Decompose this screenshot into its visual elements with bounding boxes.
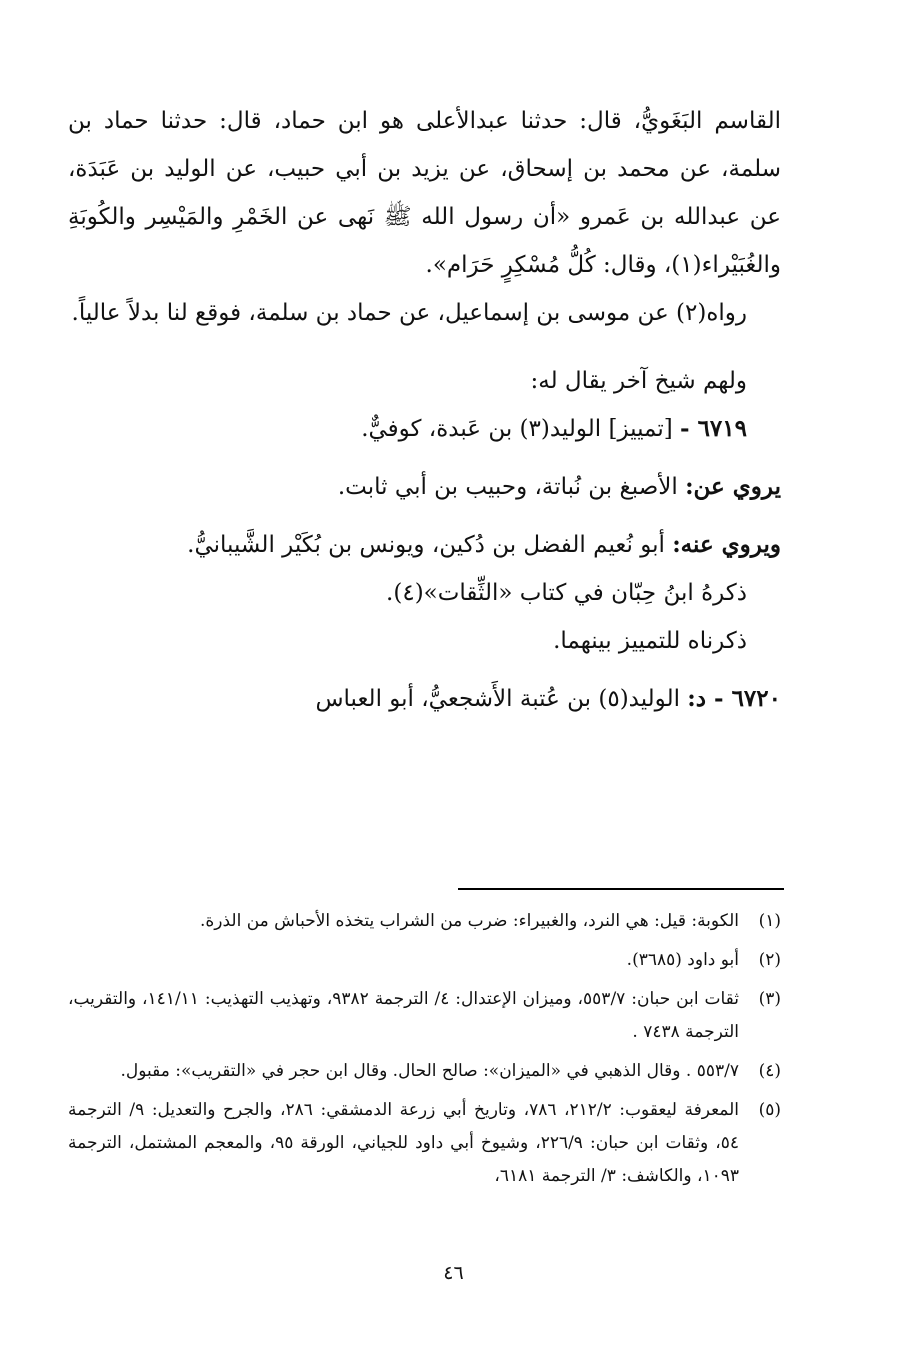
- paragraph-riwaya: رواه(٢) عن موسى بن إسماعيل، عن حماد بن سلمة، فوقع لنا بدلاً عالياً.: [71, 300, 747, 326]
- main-text: [68, 97, 781, 723]
- paragraph-thiqat: ذكرهُ ابنُ حِبّان في كتاب «الثِّقات»(٤).: [386, 580, 747, 606]
- narrated-by: [68, 521, 781, 569]
- entry-6720: [68, 675, 781, 723]
- footnote-number: (٤): [758, 1061, 781, 1081]
- footnote-text: أبو داود (٣٦٨٥).: [626, 950, 739, 970]
- narrated-by-text: أبو نُعيم الفضل بن دُكين، ويونس بن بُكَيْر الشَّيبانيُّ.: [187, 532, 665, 558]
- entry-title: الوليد(٥) بن عُتبة الأَشجعيُّ، أبو العباس: [315, 686, 680, 712]
- paragraph-tamyiz: ذكرناه للتمييز بينهما.: [553, 628, 747, 654]
- footnote: [68, 1055, 781, 1088]
- footnote-text: ثقات ابن حبان: ٥٥٣/٧، وميزان الإعتدال: ٤/ الترجمة ٩٣٨٢، وتهذيب التهذيب: ١٤١/١١، والتقريب، الترجمة ٧٤٣٨ .: [68, 989, 739, 1042]
- narrates-from-label: يروي عن:: [685, 473, 781, 500]
- entry-number: ٦٧١٩ -: [680, 415, 747, 442]
- footnote-text: الكوبة: قيل: هي النرد، والغبيراء: ضرب من الشراب يتخذه الأحباش من الذرة.: [199, 911, 739, 931]
- entry-number: ٦٧٢٠ - د:: [687, 685, 781, 712]
- entry-6719: [68, 405, 781, 453]
- footnote: [68, 944, 781, 977]
- paragraph-hadith: القاسم البَغَويُّ، قال: حدثنا عبدالأعلى هو ابن حماد، قال: حدثنا حماد بن سلمة، عن محمد بن إسحاق، عن يزيد بن أبي حبيب، عن الوليد بن عَبَدَة، عن عبدالله بن عَمرو «أن رسول الله ﷺ نَهى عن الخَمْرِ والمَيْسِر والكُوبَةِ والغُبَيْراء(١)، وقال: كُلُّ مُسْكِرٍ حَرَام».: [68, 108, 781, 278]
- footnote-number: (١): [758, 911, 781, 931]
- footnote: [68, 1094, 781, 1193]
- footnote-text: ٥٥٣/٧ . وقال الذهبي في «الميزان»: صالح الحال. وقال ابن حجر في «التقريب»: مقبول.: [120, 1061, 739, 1081]
- paragraph-sheikh-intro: ولهم شيخ آخر يقال له:: [530, 368, 747, 394]
- narrates-from: [68, 463, 781, 511]
- footnotes: [68, 905, 781, 1199]
- footnote-number: (٣): [758, 989, 781, 1009]
- footnote-number: (٥): [758, 1100, 781, 1120]
- footnote: [68, 983, 781, 1049]
- narrated-by-label: ويروي عنه:: [672, 531, 781, 558]
- narrates-from-text: الأصبغ بن نُباتة، وحبيب بن أبي ثابت.: [337, 474, 678, 500]
- footnote: [68, 905, 781, 938]
- entry-title: [تمييز] الوليد(٣) بن عَبدة، كوفيٌّ.: [361, 416, 673, 442]
- page-number: ٤٦: [443, 1262, 464, 1284]
- footnote-text: المعرفة ليعقوب: ٢١٢/٢، ٧٨٦، وتاريخ أبي زرعة الدمشقي: ٢٨٦، والجرح والتعديل: ٩/ الترجمة ٥٤، وثقات ابن حبان: ٢٢٦/٩، وشيوخ أبي داود للجياني، الورقة ٩٥، والمعجم المشتمل، الترجمة ١٠٩٣، والكاشف: ٣/ الترجمة ٦١٨١،: [68, 1100, 740, 1186]
- footnote-number: (٢): [758, 950, 781, 970]
- footnote-divider: [458, 888, 784, 890]
